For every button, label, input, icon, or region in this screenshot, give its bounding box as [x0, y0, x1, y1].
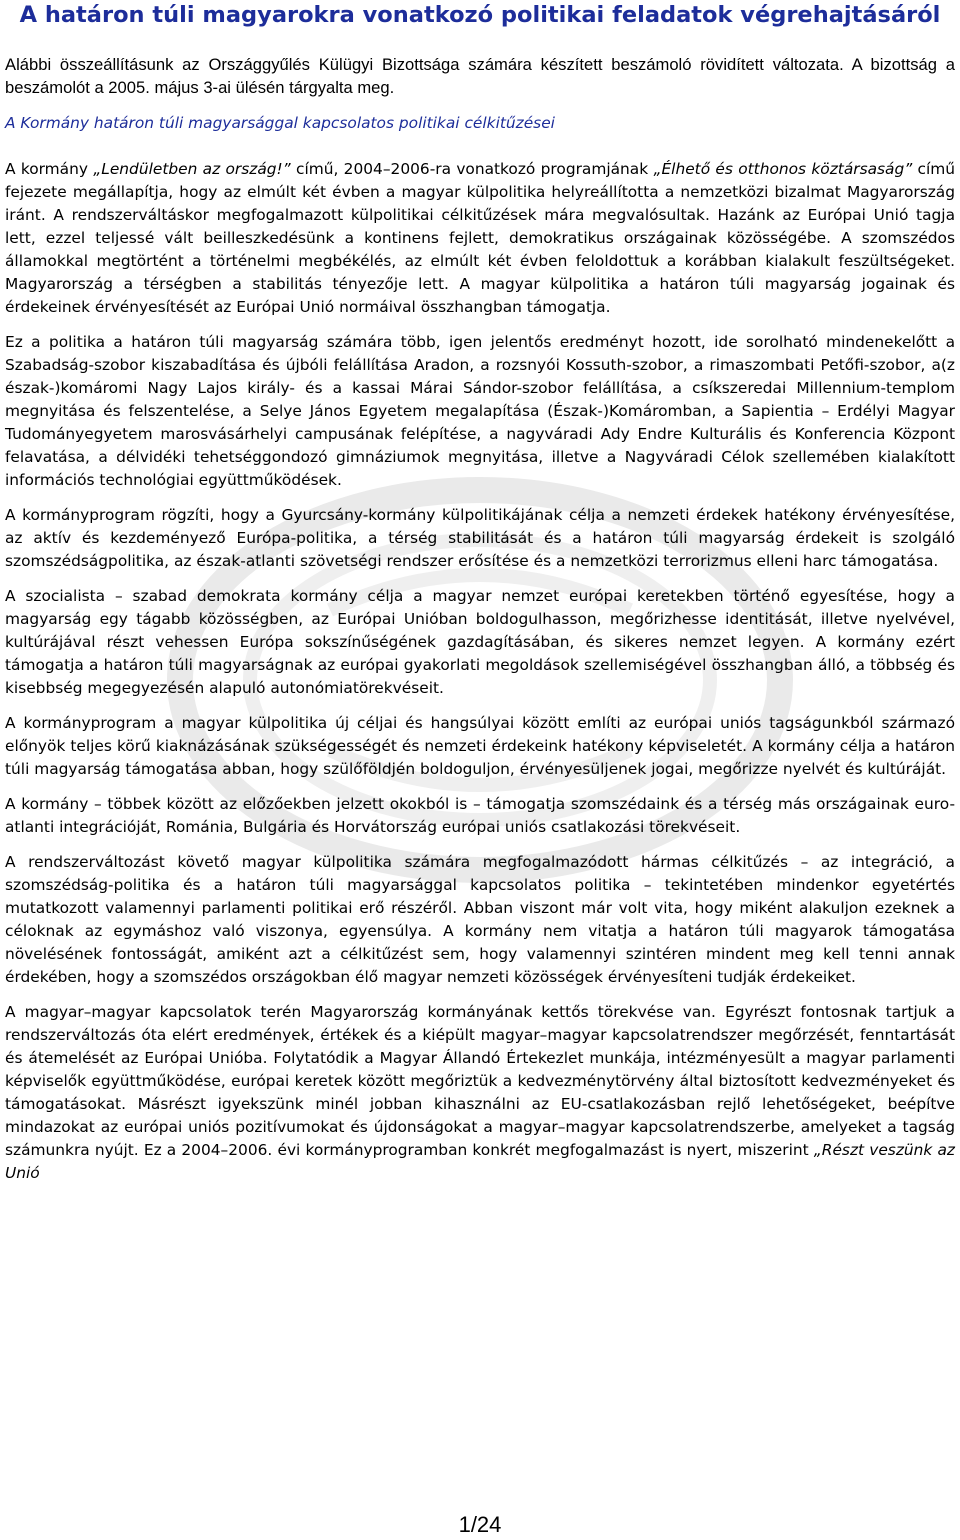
paragraph-7: A rendszerváltozást követő magyar külpolitika számára megfogalmazódott hármas célkitűzés – az integráció, a szomszédság-politika és a határon túli magyarsággal kapcsolatos politika – tekintetében mindenkor egyetértés mutatkozott valamennyi parlamenti politikai erő részéről. Abban viszont már volt vita, hogy miként alakuljon ezeknek a céloknak az egymáshoz való viszonya, egyensúlya. A kormány nem vitatja a határon túli magyarok támogatása növelésének fontosságát, amiként azt a célkitűzést sem, hogy valamennyi szintéren mindent meg kell tenni annak érdekében, hogy a szomszédos országokban élő magyar nemzeti közösségek érvényesíteni tudják érdekeiket. [5, 853, 955, 986]
paragraph-6: A kormány – többek között az előzőekben jelzett okokból is – támogatja szomszédaink és a térség más országainak euro-atlanti integrációját, Románia, Bulgária és Horvátország európai uniós csatlakozási törekvéseit. [5, 795, 955, 836]
p1-text-e: című fejezete megállapítja, hogy az elmúlt két évben a magyar külpolitika helyreállította a nemzetközi bizalmat Magyarország iránt. A rendszerváltáskor megfogalmazott külpolitikai célkitűzések mára megvalósultak. Hazánk az Európai Unió tagja lett, ezzel teljessé vált beilleszkedésünk a kontinens fejlett, demokratikus országainak közösségébe. A szomszédos államokkal megtörtént a történelmi megbékélés, az elmúlt két évben feloldottuk a korábban kialakult feszültségeket. Magyarország a térségben a stabilitás tényezője lett. A magyar külpolitika a határon túli magyarság jogainak és érdekeinek érvényesítését az Európai Unió normáival összhangban támogatja. [5, 160, 956, 316]
p1-text-a: A kormány [5, 160, 94, 178]
paragraph-1 [5, 158, 955, 319]
p1-program-title: „Lendületben az ország!” [93, 160, 291, 178]
paragraph-5: A kormányprogram a magyar külpolitika új céljai és hangsúlyai között említi az európai uniós tagságunkból származó előnyök teljes körű kiaknázásának szükségességét és nemzeti érdekeink hatékony képviseletét. A kormány célja a határon túli magyarság támogatása abban, hogy szülőföldjén boldoguljon, érvényesüljenek jogai, megőrizze nyelvét és kultúráját. [5, 714, 955, 778]
section-title: A Kormány határon túli magyarsággal kapcsolatos politikai célkitűzései [5, 114, 555, 132]
paragraph-2: Ez a politika a határon túli magyarság számára több, igen jelentős eredményt hozott, ide sorolható mindenekelőtt a Szabadság-szobor kiszabadítása és újbóli felállítása Aradon, a rozsnyói Kossuth-szobor, a rimaszombati Petőfi-szobor, a(z észak-)komáromi Nagy Lajos király- és a kassai Márai Sándor-szobor felállítása, a csíkszeredai Millennium-templom megnyitása és felszentelése, a Selye János Egyetem megalapítása (Észak-)Komáromban, a Sapientia – Erdélyi Magyar Tudományegyetem marosvásárhelyi campusának felépítése, a nagyváradi Ady Endre Kulturális és Konferencia Központ felavatása, a délvidéki tehetséggondozó gimnáziumok megnyitása, illetve a Nagyváradi Célok szellemében kialakított információs technológiai együttműködések. [5, 333, 955, 489]
p1-text-c: című, 2004–2006-ra vonatkozó programjának [290, 160, 654, 178]
p8-quote-start: „Részt veszünk az Unió [5, 1141, 955, 1182]
paragraph-8 [5, 1001, 955, 1185]
intro-paragraph: Alábbi összeállításunk az Országgyűlés Külügyi Bizottsága számára készített beszámoló rövidített változata. A bizottság a beszámolót a 2005. május 3-ai ülésén tárgyalta meg. [5, 55, 955, 97]
paragraph-4: A szocialista – szabad demokrata kormány célja a magyar nemzet európai keretekben történő egyesítése, hogy a magyarság egy tágabb közösségben, az Európai Unióban boldogulhasson, megőrizhesse identitását, illetve nyelvével, kultúrájával részt vehessen Európa sokszínűségének gazdagításában, és sikeres nemzet legyen. A kormány ezért támogatja a határon túli magyarságnak az európai gyakorlati megoldások szellemiségével összhangban álló, a többség és kisebbség megegyezésén alapuló autonómiatörekvéseit. [5, 587, 955, 697]
document-page [5, 0, 955, 1185]
p8-text-a: A magyar–magyar kapcsolatok terén Magyarország kormányának kettős törekvése van. Egyrészt fontosnak tartjuk a rendszerváltozás óta elért eredmények, értékek és a kiépült magyar–magyar kapcsolatrendszer megőrzését, fenntartását és átemelését az Európai Unióba. Folytatódik a Magyar Állandó Értekezlet munkája, intézményesült a magyar parlamenti képviselők együttműködése, európai keretek között megőriztük a kedvezménytörvény által biztosított kedvezményeket és támogatásokat. Másrészt igyekszünk minél jobban kihasználni az EU-csatlakozásban rejlő lehetőségeket, beépítve mindazokat az európai uniós pozitívumokat és újdonságokat a magyar–magyar kapcsolatrendszerbe, amelyeket a tagság számunkra nyújt. Ez a 2004–2006. évi kormányprogramban konkrét megfogalmazást is nyert, miszerint [5, 1003, 955, 1159]
document-title: A határon túli magyarokra vonatkozó politikai feladatok végrehajtásáról [19, 2, 941, 28]
p1-chapter-title: „Élhető és otthonos köztársaság” [653, 160, 913, 178]
paragraph-3: A kormányprogram rögzíti, hogy a Gyurcsány-kormány külpolitikájának célja a nemzeti érdekek hatékony érvényesítése, az aktív és kezdeményező Európa-politika, a térség stabilitását és a határon túli magyarság érdekeit is szolgáló szomszédságpolitika, az észak-atlanti szövetségi rendszer erősítése és a nemzetközi terrorizmus elleni harc támogatása. [5, 506, 955, 570]
page-number: 1/24 [458, 1512, 502, 1537]
